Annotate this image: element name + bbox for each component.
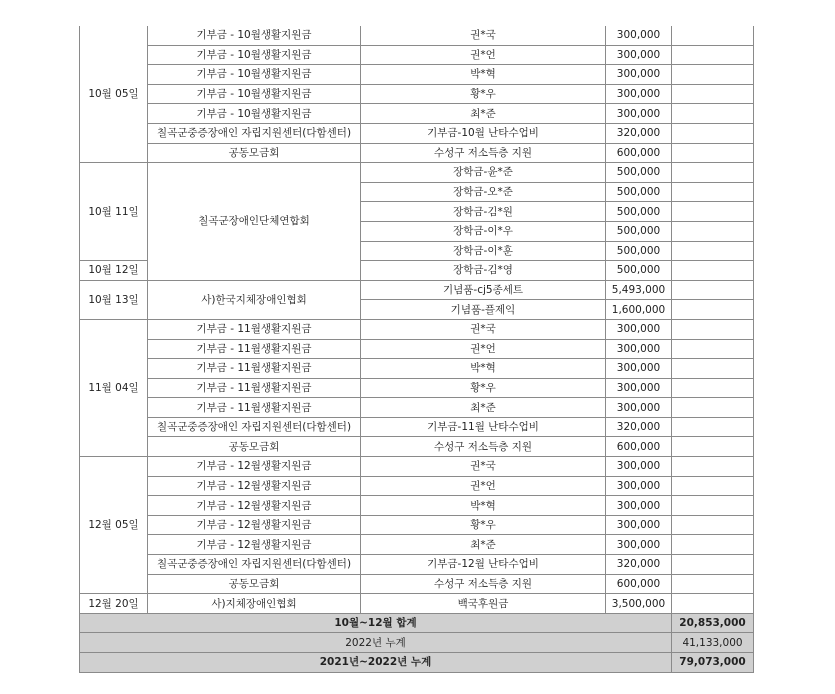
table-row — [80, 45, 754, 65]
source-cell: 기부금 - 10월생활지원금 — [148, 104, 361, 124]
source-cell: 기부금 - 11월생활지원금 — [148, 359, 361, 379]
table-row — [80, 123, 754, 143]
source-cell: 공동모금회 — [148, 574, 361, 594]
amount-cell: 320,000 — [606, 417, 672, 437]
total-label: 10월~12월 합계 — [80, 613, 672, 633]
target-cell: 기념품-플제익 — [361, 300, 606, 320]
note-cell — [672, 476, 754, 496]
date-cell: 10월 13일 — [80, 280, 148, 319]
source-cell: 기부금 - 12월생활지원금 — [148, 515, 361, 535]
donation-ledger-table — [79, 26, 754, 673]
amount-cell: 600,000 — [606, 574, 672, 594]
note-cell — [672, 555, 754, 575]
source-cell: 기부금 - 10월생활지원금 — [148, 84, 361, 104]
note-cell — [672, 574, 754, 594]
table-row — [80, 535, 754, 555]
target-cell: 수성구 저소득층 지원 — [361, 574, 606, 594]
note-cell — [672, 359, 754, 379]
table-row — [80, 574, 754, 594]
target-cell: 박*혁 — [361, 359, 606, 379]
source-cell: 기부금 - 12월생활지원금 — [148, 496, 361, 516]
amount-cell: 300,000 — [606, 319, 672, 339]
note-cell — [672, 437, 754, 457]
note-cell — [672, 65, 754, 85]
note-cell — [672, 339, 754, 359]
target-cell: 권*언 — [361, 339, 606, 359]
target-cell: 박*혁 — [361, 496, 606, 516]
source-cell: 기부금 - 12월생활지원금 — [148, 535, 361, 555]
target-cell: 최*준 — [361, 535, 606, 555]
target-cell: 기념품-cj5종세트 — [361, 280, 606, 300]
source-cell: 칠곡군중증장애인 자립지원센터(다함센터) — [148, 417, 361, 437]
ledger-body — [80, 26, 754, 672]
amount-cell: 300,000 — [606, 398, 672, 418]
note-cell — [672, 417, 754, 437]
target-cell: 장학금-윤*준 — [361, 163, 606, 183]
table-row — [80, 378, 754, 398]
target-cell: 권*국 — [361, 319, 606, 339]
total-label: 2022년 누계 — [80, 633, 672, 653]
total-amount: 79,073,000 — [672, 653, 754, 673]
note-cell — [672, 457, 754, 477]
amount-cell: 320,000 — [606, 555, 672, 575]
source-cell: 기부금 - 11월생활지원금 — [148, 378, 361, 398]
target-cell: 기부금-11월 난타수업비 — [361, 417, 606, 437]
total-row — [80, 613, 754, 633]
table-row — [80, 84, 754, 104]
target-cell: 수성구 저소득층 지원 — [361, 437, 606, 457]
note-cell — [672, 280, 754, 300]
target-cell: 권*국 — [361, 457, 606, 477]
table-row — [80, 457, 754, 477]
amount-cell: 500,000 — [606, 241, 672, 261]
amount-cell: 600,000 — [606, 437, 672, 457]
amount-cell: 500,000 — [606, 182, 672, 202]
table-row — [80, 65, 754, 85]
target-cell: 장학금-이*우 — [361, 221, 606, 241]
note-cell — [672, 45, 754, 65]
note-cell — [672, 221, 754, 241]
note-cell — [672, 515, 754, 535]
table-row — [80, 359, 754, 379]
amount-cell: 300,000 — [606, 515, 672, 535]
source-cell: 칠곡군중증장애인 자립지원센터(다함센터) — [148, 555, 361, 575]
source-cell: 기부금 - 12월생활지원금 — [148, 457, 361, 477]
total-label: 2021년~2022년 누계 — [80, 653, 672, 673]
note-cell — [672, 143, 754, 163]
note-cell — [672, 398, 754, 418]
total-row — [80, 653, 754, 673]
source-cell: 칠곡군중증장애인 자립지원센터(다함센터) — [148, 123, 361, 143]
amount-cell: 300,000 — [606, 457, 672, 477]
target-cell: 장학금-오*준 — [361, 182, 606, 202]
amount-cell: 300,000 — [606, 359, 672, 379]
amount-cell: 300,000 — [606, 65, 672, 85]
note-cell — [672, 535, 754, 555]
date-cell: 11월 04일 — [80, 319, 148, 456]
total-amount: 20,853,000 — [672, 613, 754, 633]
amount-cell: 500,000 — [606, 261, 672, 281]
source-cell: 기부금 - 11월생활지원금 — [148, 398, 361, 418]
target-cell: 권*국 — [361, 26, 606, 45]
table-row — [80, 280, 754, 300]
target-cell: 권*언 — [361, 476, 606, 496]
note-cell — [672, 163, 754, 183]
total-amount: 41,133,000 — [672, 633, 754, 653]
target-cell: 최*준 — [361, 104, 606, 124]
target-cell: 황*우 — [361, 84, 606, 104]
amount-cell: 300,000 — [606, 339, 672, 359]
table-row — [80, 339, 754, 359]
note-cell — [672, 84, 754, 104]
amount-cell: 300,000 — [606, 476, 672, 496]
amount-cell: 500,000 — [606, 163, 672, 183]
table-row — [80, 417, 754, 437]
amount-cell: 3,500,000 — [606, 594, 672, 614]
amount-cell: 500,000 — [606, 202, 672, 222]
note-cell — [672, 241, 754, 261]
note-cell — [672, 378, 754, 398]
amount-cell: 300,000 — [606, 26, 672, 45]
source-cell: 사)지체장애인협회 — [148, 594, 361, 614]
amount-cell: 300,000 — [606, 104, 672, 124]
note-cell — [672, 104, 754, 124]
note-cell — [672, 300, 754, 320]
table-row — [80, 398, 754, 418]
target-cell: 장학금-김*영 — [361, 261, 606, 281]
source-cell: 공동모금회 — [148, 437, 361, 457]
target-cell: 황*우 — [361, 515, 606, 535]
target-cell: 박*혁 — [361, 65, 606, 85]
table-row — [80, 496, 754, 516]
amount-cell: 300,000 — [606, 84, 672, 104]
table-row — [80, 594, 754, 614]
table-row — [80, 163, 754, 183]
note-cell — [672, 261, 754, 281]
target-cell: 장학금-이*훈 — [361, 241, 606, 261]
source-cell: 기부금 - 12월생활지원금 — [148, 476, 361, 496]
target-cell: 수성구 저소득층 지원 — [361, 143, 606, 163]
target-cell: 백국후원금 — [361, 594, 606, 614]
table-row — [80, 515, 754, 535]
amount-cell: 300,000 — [606, 496, 672, 516]
target-cell: 기부금-12월 난타수업비 — [361, 555, 606, 575]
total-row — [80, 633, 754, 653]
amount-cell: 1,600,000 — [606, 300, 672, 320]
source-cell: 기부금 - 10월생활지원금 — [148, 26, 361, 45]
table-row — [80, 437, 754, 457]
source-cell: 공동모금회 — [148, 143, 361, 163]
source-cell: 기부금 - 11월생활지원금 — [148, 339, 361, 359]
amount-cell: 300,000 — [606, 45, 672, 65]
table-row — [80, 476, 754, 496]
note-cell — [672, 182, 754, 202]
date-cell: 12월 05일 — [80, 457, 148, 594]
note-cell — [672, 594, 754, 614]
amount-cell: 300,000 — [606, 535, 672, 555]
table-row — [80, 104, 754, 124]
target-cell: 최*준 — [361, 398, 606, 418]
table-row — [80, 26, 754, 45]
target-cell: 권*언 — [361, 45, 606, 65]
note-cell — [672, 496, 754, 516]
table-row — [80, 143, 754, 163]
amount-cell: 300,000 — [606, 378, 672, 398]
amount-cell: 5,493,000 — [606, 280, 672, 300]
source-cell: 기부금 - 10월생활지원금 — [148, 45, 361, 65]
amount-cell: 600,000 — [606, 143, 672, 163]
date-cell: 10월 11일 — [80, 163, 148, 261]
target-cell: 황*우 — [361, 378, 606, 398]
date-cell: 10월 05일 — [80, 26, 148, 163]
target-cell: 장학금-김*원 — [361, 202, 606, 222]
note-cell — [672, 319, 754, 339]
target-cell: 기부금-10월 난타수업비 — [361, 123, 606, 143]
source-cell: 기부금 - 11월생활지원금 — [148, 319, 361, 339]
date-cell: 12월 20일 — [80, 594, 148, 614]
source-cell: 칠곡군장애인단체연합회 — [148, 163, 361, 281]
table-row — [80, 319, 754, 339]
source-cell: 기부금 - 10월생활지원금 — [148, 65, 361, 85]
amount-cell: 320,000 — [606, 123, 672, 143]
note-cell — [672, 202, 754, 222]
note-cell — [672, 123, 754, 143]
source-cell: 사)한국지체장애인협회 — [148, 280, 361, 319]
note-cell — [672, 26, 754, 45]
date-cell: 10월 12일 — [80, 261, 148, 281]
amount-cell: 500,000 — [606, 221, 672, 241]
table-row — [80, 555, 754, 575]
